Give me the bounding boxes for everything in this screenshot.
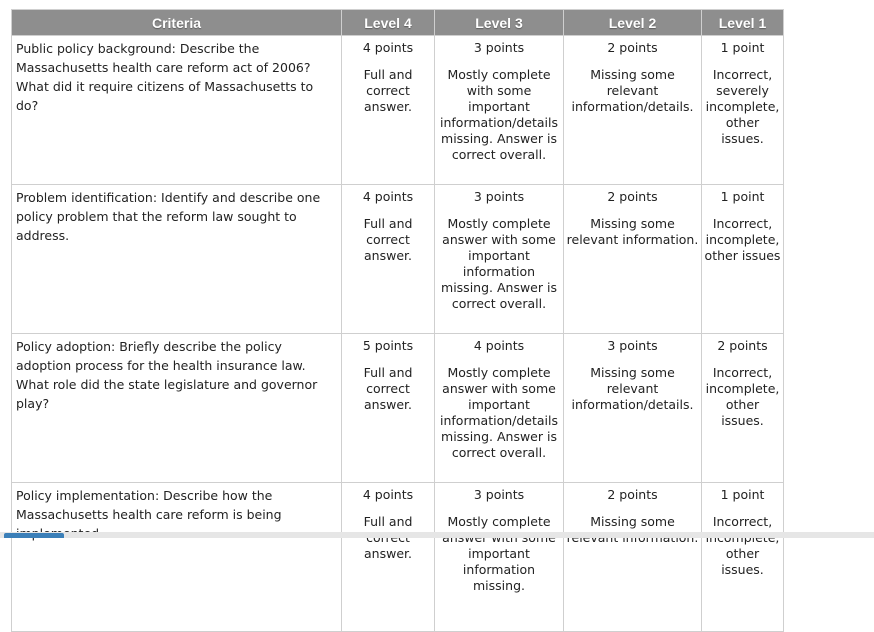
header-criteria: Criteria — [12, 10, 342, 36]
level-description: Mostly complete important information missing. — [447, 514, 551, 593]
horizontal-scrollbar-track[interactable] — [0, 532, 874, 538]
level-2-cell — [564, 185, 702, 334]
level-3-cell — [435, 483, 564, 632]
points-label: 4 points — [362, 487, 414, 502]
level-1-cell — [702, 185, 784, 334]
level-description: Mostly complete with some important information/details missing. Answer is correct overall. — [440, 67, 558, 162]
points-label: 3 points — [473, 189, 525, 204]
points-label: 2 points — [717, 338, 768, 353]
criteria-cell: Public policy background: Describe the Massachusetts health care reform act of 2006? What did it require citizens of Massachusetts to do? — [12, 36, 342, 185]
level-description: Full and correct answer. — [363, 216, 413, 263]
table-row — [12, 483, 784, 632]
points-label: 2 points — [607, 40, 658, 55]
points-label: 4 points — [473, 338, 525, 353]
level-3-cell — [435, 36, 564, 185]
level-1-cell — [702, 334, 784, 483]
level-description: Incorrect, severely incomplete, other issues. — [705, 67, 780, 146]
criteria-cell: Policy implementation: Describe how the Massachusetts health care reform is being — [12, 483, 342, 632]
level-description: Incorrect, other issues. — [712, 514, 773, 577]
points-label: 3 points — [607, 338, 658, 353]
level-description: Mostly complete answer with some important information missing. Answer is correct overall. — [441, 216, 557, 311]
level-4-cell — [342, 36, 435, 185]
level-2-cell — [564, 36, 702, 185]
points-label: 1 point — [720, 487, 765, 502]
points-label: 4 points — [362, 189, 414, 204]
scrollbar-thumb[interactable] — [4, 533, 64, 538]
header-level-4: Level 4 — [342, 10, 435, 36]
points-label: 3 points — [473, 40, 525, 55]
level-2-cell — [564, 334, 702, 483]
points-label: 4 points — [362, 40, 414, 55]
points-label: 5 points — [362, 338, 414, 353]
level-description: Incorrect, incomplete, other issues. — [705, 365, 780, 428]
level-description: Full and correct answer. — [363, 67, 413, 114]
points-label: 1 point — [720, 40, 765, 55]
level-4-cell — [342, 334, 435, 483]
points-label: 2 points — [607, 487, 658, 502]
level-description: Full and answer. — [363, 514, 413, 561]
level-description: Missing some — [590, 514, 675, 529]
table-row — [12, 185, 784, 334]
level-1-cell — [702, 36, 784, 185]
level-description: Missing some relevant information. — [566, 216, 699, 247]
table-row — [12, 36, 784, 185]
table-row — [12, 334, 784, 483]
rubric-table — [11, 9, 784, 632]
points-label: 1 point — [720, 189, 765, 204]
level-description: Missing some relevant information/details. — [571, 365, 694, 412]
level-4-cell — [342, 483, 435, 632]
criteria-cell: Policy adoption: Briefly describe the policy adoption process for the health insurance law. What role did the state legislature and governor play? — [12, 334, 342, 483]
level-2-cell — [564, 483, 702, 632]
header-level-1: Level 1 — [702, 10, 784, 36]
level-1-cell — [702, 483, 784, 632]
header-level-2: Level 2 — [564, 10, 702, 36]
points-label: 3 points — [473, 487, 525, 502]
points-label: 2 points — [607, 189, 658, 204]
level-description: Mostly complete answer with some important information/details missing. Answer is correct overall. — [440, 365, 558, 460]
level-description: Incorrect, incomplete, other issues — [704, 216, 781, 263]
criteria-cell: Problem identification: Identify and describe one policy problem that the reform law sought to address. — [12, 185, 342, 334]
level-3-cell — [435, 334, 564, 483]
level-description: Missing some relevant information/details. — [571, 67, 694, 114]
level-3-cell — [435, 185, 564, 334]
level-4-cell — [342, 185, 435, 334]
header-level-3: Level 3 — [435, 10, 564, 36]
header-row — [12, 10, 784, 36]
level-description: Full and correct answer. — [363, 365, 413, 412]
